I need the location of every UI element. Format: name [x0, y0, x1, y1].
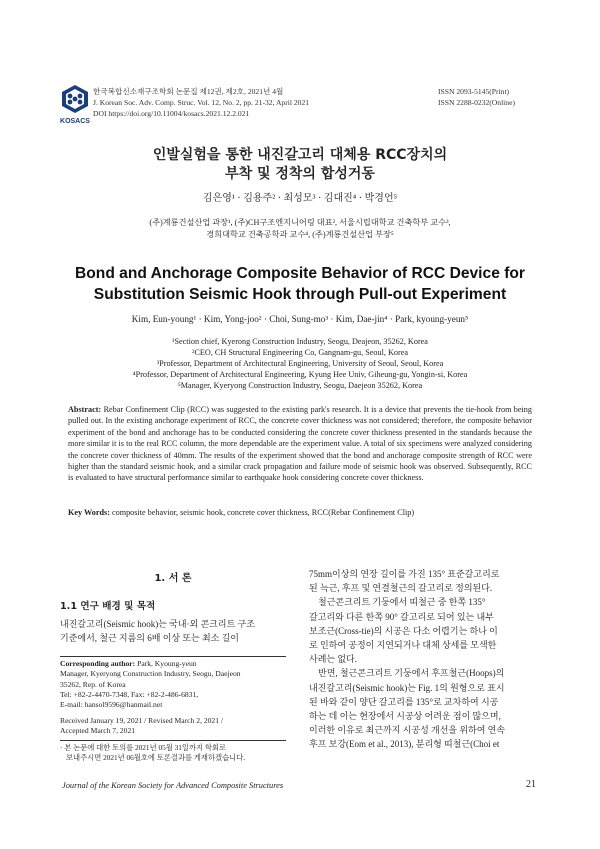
corresponding-line-4: Tel: +82-2-4470-7348, Fax: +82-2-486-6831,: [60, 689, 199, 699]
section-1-1-title: 1.1 연구 배경 및 목적: [60, 601, 156, 612]
keywords-label: Key Words:: [68, 508, 110, 517]
section-1-title: 1. 서 론: [154, 573, 192, 584]
english-title-line2: Substitution Seismic Hook through Pull-out Experiment: [93, 286, 507, 303]
keywords-text: composite behavior, seismic hook, concrete cover thickness, RCC(Rebar Confinement Clip): [111, 508, 415, 517]
affiliation-1: ¹Section chief, Kyerong Construction Industry, Seogu, Deajeon, 35262, Korea: [172, 337, 428, 346]
issn-online: ISSN 2288-0232(Online): [438, 98, 515, 107]
accepted-line: Accepted March 7, 2021: [60, 726, 136, 736]
journal-korean: 한국복합신소재구조학회 논문집 제12권, 제2호, 2021년 4월: [93, 87, 284, 96]
abstract-text: Rebar Confinement Clip (RCC) was suggested to the existing park's research. It is a device that prevents the tie-hook from being pulled out. In the existing anchorage experiment of RCC, the concrete cover thickness was not considered; therefore, the composite behavior experiment of the bond and anchorage has to be conducted considering the concrete cover thickness presented in the standards because the more similar it is to the real RCC column, the more dependable are the experiment value. A total of six specimens were analyzed considering the concrete cover thickness of 40mm. The results of the experiment showed that the bond and anchorage composite strength of RCC were higher than the standard seismic hook, and a similar crack propagation and failure mode of seismic hook was observed. Subsequently, RCC is evaluated to have structural performance similar to earthquake hook considering concrete cover thickness.: [68, 405, 532, 483]
right-body-line: 로 인하여 공정이 지연되거나 대체 상세를 모색한: [309, 640, 497, 651]
affiliation-4: ⁴Professor, Department of Architectural Engineering, Kyung Hee Univ, Giheung-gu, Yongin-si, Korea: [132, 370, 468, 379]
discussion-note-line-1: · 본 논문에 대한 토의를 2021년 05월 31일까지 학회로: [60, 743, 227, 752]
left-body-line: 내진갈고리(Seismic hook)는 국내·외 콘크리트 구조: [60, 619, 255, 629]
discussion-note: [60, 743, 290, 764]
right-body-line: 철근콘크리트 기둥에서 띠철근 중 한쪽 135°: [318, 597, 486, 608]
corresponding-line-2: Manager, Kyeryong Construction Industry, Seogu, Daejeon: [60, 669, 241, 679]
right-body: [309, 567, 541, 752]
footnote-divider: [60, 656, 286, 657]
right-body-line: 사례는 없다.: [309, 654, 357, 665]
abstract-label: Abstract:: [68, 405, 102, 414]
corresponding-name: Park, Kyoung-yeun: [137, 659, 197, 668]
right-body-line: 된 늑근, 후프 및 연결철근의 갈고리로 정의된다.: [309, 583, 493, 594]
right-body-line: 이러한 이유로 최근까지 시공성 개선을 위하여 연속: [309, 725, 506, 736]
footnote-divider-2: [60, 740, 286, 741]
korean-affiliations-line1: (주)계룡건설산업 과장¹, (주)CH구조엔지니어링 대표², 서울시립대학교 건축학부 교수³,: [149, 218, 451, 227]
korean-title-line1: 인발실험을 통한 내진갈고리 대체용 RCC장치의: [152, 147, 448, 163]
history-block: [60, 716, 288, 737]
kosacs-logo: [60, 84, 90, 125]
affiliation-3: ³Professor, Department of Architectural Engineering, University of Seoul, Seoul, Korea: [156, 359, 444, 368]
right-body-line: 반면, 철근콘크리트 기둥에서 후프철근(Hoops)의: [318, 668, 505, 679]
issn-print: ISSN 2093-5145(Print): [438, 87, 510, 96]
right-body-line: 된 바와 같이 양단 갈고리를 135°로 교차하여 시공: [309, 696, 499, 707]
corresponding-line-1: [60, 659, 288, 669]
right-body-line: 후프 보강(Eom et al., 2013), 분리형 띠철근(Choi et: [309, 739, 500, 750]
affiliation-2: ²CEO, CH Structural Engineering Co, Gangnam-gu, Seoul, Korea: [192, 348, 408, 357]
english-authors: Kim, Eun-young¹ · Kim, Yong-joo² · Choi, Sung-mo³ · Kim, Dae-jin⁴ · Park, kyoung-yeun⁵: [131, 314, 469, 324]
logo-text: KOSACS: [60, 118, 90, 125]
left-body: [60, 617, 286, 645]
korean-authors: 김은영¹ · 김용주² · 최성모³ · 김대진⁴ · 박경언⁵: [202, 193, 398, 204]
abstract: [68, 404, 532, 484]
footer-journal: Journal of the Korean Society for Advanced Composite Structures: [62, 781, 284, 790]
issn-block: [438, 86, 515, 108]
corresponding-line-3: 35262, Rep. of Korea: [60, 679, 126, 689]
korean-title-line2: 부착 및 정착의 합성거동: [225, 166, 375, 182]
keywords: [68, 507, 532, 518]
right-body-line: 하는 데 이는 현장에서 시공상 어려운 점이 많으며,: [309, 711, 501, 722]
doi: DOI https://doi.org/10.11004/kosacs.2021.12.2.021: [93, 109, 250, 118]
corresponding-email: E-mail: hansol9596@hanmail.net: [60, 700, 163, 710]
right-body-line: 75mm이상의 연장 길이를 가진 135° 표준갈고리로: [309, 569, 500, 579]
journal-header: [93, 86, 309, 119]
affiliation-5: ⁵Manager, Kyeryong Construction Industry, Seogu, Daejeon 35262, Korea: [177, 381, 423, 390]
right-body-line: 갈고리와 다른 한쪽 90° 갈고리로 되어 있는 내부: [309, 611, 494, 622]
discussion-note-line-2: 보내주시면 2021년 06월호에 토론결과를 게재하겠습니다.: [66, 753, 246, 763]
journal-english: J. Korean Soc. Adv. Comp. Struc. Vol. 12, No. 2, pp. 21-32, April 2021: [93, 98, 310, 107]
page-number: 21: [526, 779, 536, 790]
english-title-line1: Bond and Anchorage Composite Behavior of RCC Device for: [75, 265, 525, 282]
corresponding-author-block: [60, 659, 288, 710]
logo-emblem-icon: [60, 84, 90, 114]
corresponding-label: Corresponding author:: [60, 659, 136, 668]
korean-affiliations-line2: 경희대학교 건축공학과 교수⁴, (주)계룡건설산업 부장⁵: [206, 230, 394, 239]
right-body-line: 내진갈고리(Seismic hook)는 Fig. 1의 원형으로 표시: [309, 682, 505, 693]
right-body-line: 보조근(Cross-tie)의 시공은 다소 어렵기는 하나 이: [309, 625, 498, 636]
received-line: Received January 19, 2021 / Revised March 2, 2021 /: [60, 716, 224, 725]
left-body-line: 기준에서, 철근 지름의 6배 이상 또는 최소 길이: [60, 633, 239, 644]
